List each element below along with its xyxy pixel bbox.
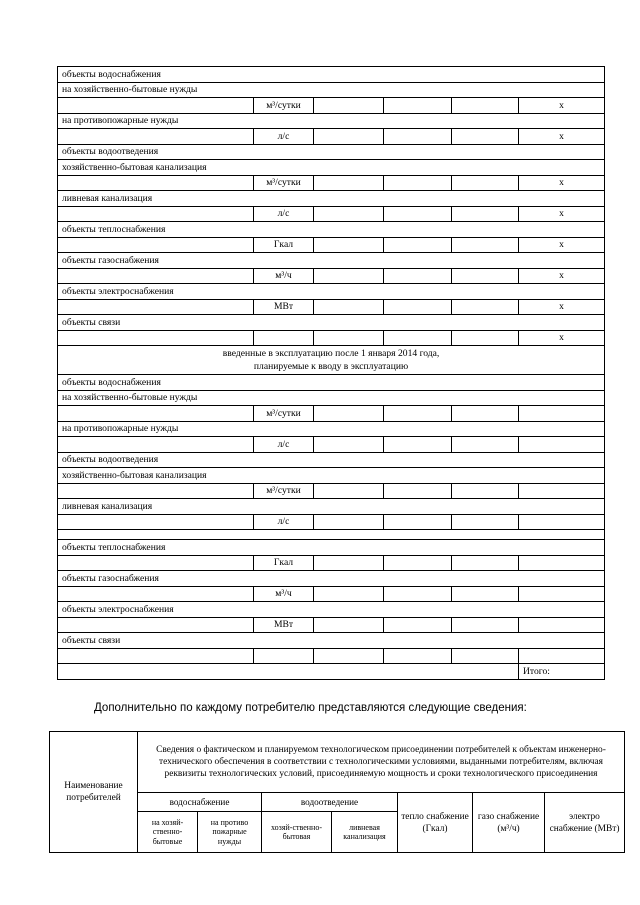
gas-header: газо снабжение (м³/ч) xyxy=(473,793,545,853)
unit-cell: л/с xyxy=(254,206,314,222)
divider-line-1: введенные в эксплуатацию после 1 января 2014 года, xyxy=(222,348,440,359)
row-power-supply: объекты электроснабжения xyxy=(58,602,605,618)
row-water-disposal: объекты водоотведения xyxy=(58,144,605,160)
data-row xyxy=(58,98,605,114)
unit-cell: Гкал xyxy=(254,555,314,571)
unit-cell: м³/сутки xyxy=(254,98,314,114)
data-row xyxy=(58,514,605,530)
unit-cell: л/с xyxy=(254,514,314,530)
power-header: электро снабжение (МВт) xyxy=(545,793,625,853)
data-row xyxy=(58,206,605,222)
row-heat-supply: объекты теплоснабжения xyxy=(58,540,605,556)
unit-cell: м³/сутки xyxy=(254,406,314,422)
data-row xyxy=(58,586,605,602)
consumer-name-header: Наименование потребителей xyxy=(50,732,138,853)
x-mark: x xyxy=(519,237,605,253)
data-row xyxy=(58,268,605,284)
unit-cell: м³/ч xyxy=(254,268,314,284)
unit-cell: м³/сутки xyxy=(254,175,314,191)
row-communications: объекты связи xyxy=(58,633,605,649)
x-mark: x xyxy=(519,268,605,284)
household-sewer-header: хозяй-ственно-бытовая xyxy=(262,812,332,853)
data-row xyxy=(58,648,605,664)
row-fire-needs: на противопожарные нужды xyxy=(58,113,605,129)
row-water-supply: объекты водоснабжения xyxy=(58,67,605,83)
unit-cell: л/с xyxy=(254,129,314,145)
unit-cell: Гкал xyxy=(254,237,314,253)
connection-info-header: Сведения о фактическом и планируемом технологическом присоединении потребителей к объектам инженерно-технического обеспечения в соответствии с технологическими условиями, выданными потребителям, включая реквизиты технологических условий, присоединяемую мощность и сроки технологического присоединения xyxy=(138,732,625,793)
x-mark: x xyxy=(519,330,605,346)
section-divider xyxy=(58,346,605,375)
data-row xyxy=(58,483,605,499)
data-row xyxy=(58,406,605,422)
heat-header: тепло снабжение (Гкал) xyxy=(398,793,473,853)
x-mark: x xyxy=(519,98,605,114)
data-row xyxy=(58,617,605,633)
intro-text: Дополнительно по каждому потребителю представляются следующие сведения: xyxy=(94,702,527,714)
x-mark: x xyxy=(519,206,605,222)
total-label: Итого: xyxy=(519,664,605,680)
unit-cell: м³/ч xyxy=(254,586,314,602)
data-row xyxy=(58,330,605,346)
row-household-sewer: хозяйственно-бытовая канализация xyxy=(58,468,605,484)
unit-cell: м³/сутки xyxy=(254,483,314,499)
water-supply-header: водоснабжение xyxy=(138,793,262,812)
unit-cell: л/с xyxy=(254,437,314,453)
fire-needs-header: на противо пожарные нужды xyxy=(198,812,262,853)
data-row xyxy=(58,437,605,453)
row-gas-supply: объекты газоснабжения xyxy=(58,253,605,269)
unit-cell: МВт xyxy=(254,617,314,633)
row-household-sewer: хозяйственно-бытовая канализация xyxy=(58,160,605,176)
x-mark: x xyxy=(519,175,605,191)
total-row xyxy=(58,664,605,680)
data-row xyxy=(58,555,605,571)
data-row xyxy=(58,175,605,191)
row-water-disposal: объекты водоотведения xyxy=(58,452,605,468)
divider-line-2: планируемые к вводу в эксплуатацию xyxy=(253,361,409,372)
spacer-row xyxy=(58,530,605,540)
data-row xyxy=(58,299,605,315)
resource-table xyxy=(57,66,605,680)
row-fire-needs: на противопожарные нужды xyxy=(58,421,605,437)
row-communications: объекты связи xyxy=(58,315,605,331)
water-disposal-header: водоотведение xyxy=(262,793,398,812)
household-needs-header: на хозяй-ственно-бытовые xyxy=(138,812,198,853)
storm-sewer-header: ливневая канализация xyxy=(332,812,398,853)
row-household-needs: на хозяйственно-бытовые нужды xyxy=(58,390,605,406)
unit-cell: МВт xyxy=(254,299,314,315)
row-household-needs: на хозяйственно-бытовые нужды xyxy=(58,82,605,98)
x-mark: x xyxy=(519,299,605,315)
row-storm-sewer: ливневая канализация xyxy=(58,499,605,515)
consumer-table xyxy=(49,731,625,853)
row-power-supply: объекты электроснабжения xyxy=(58,284,605,300)
row-storm-sewer: ливневая канализация xyxy=(58,191,605,207)
row-gas-supply: объекты газоснабжения xyxy=(58,571,605,587)
row-water-supply: объекты водоснабжения xyxy=(58,375,605,391)
x-mark: x xyxy=(519,129,605,145)
data-row xyxy=(58,237,605,253)
row-heat-supply: объекты теплоснабжения xyxy=(58,222,605,238)
data-row xyxy=(58,129,605,145)
